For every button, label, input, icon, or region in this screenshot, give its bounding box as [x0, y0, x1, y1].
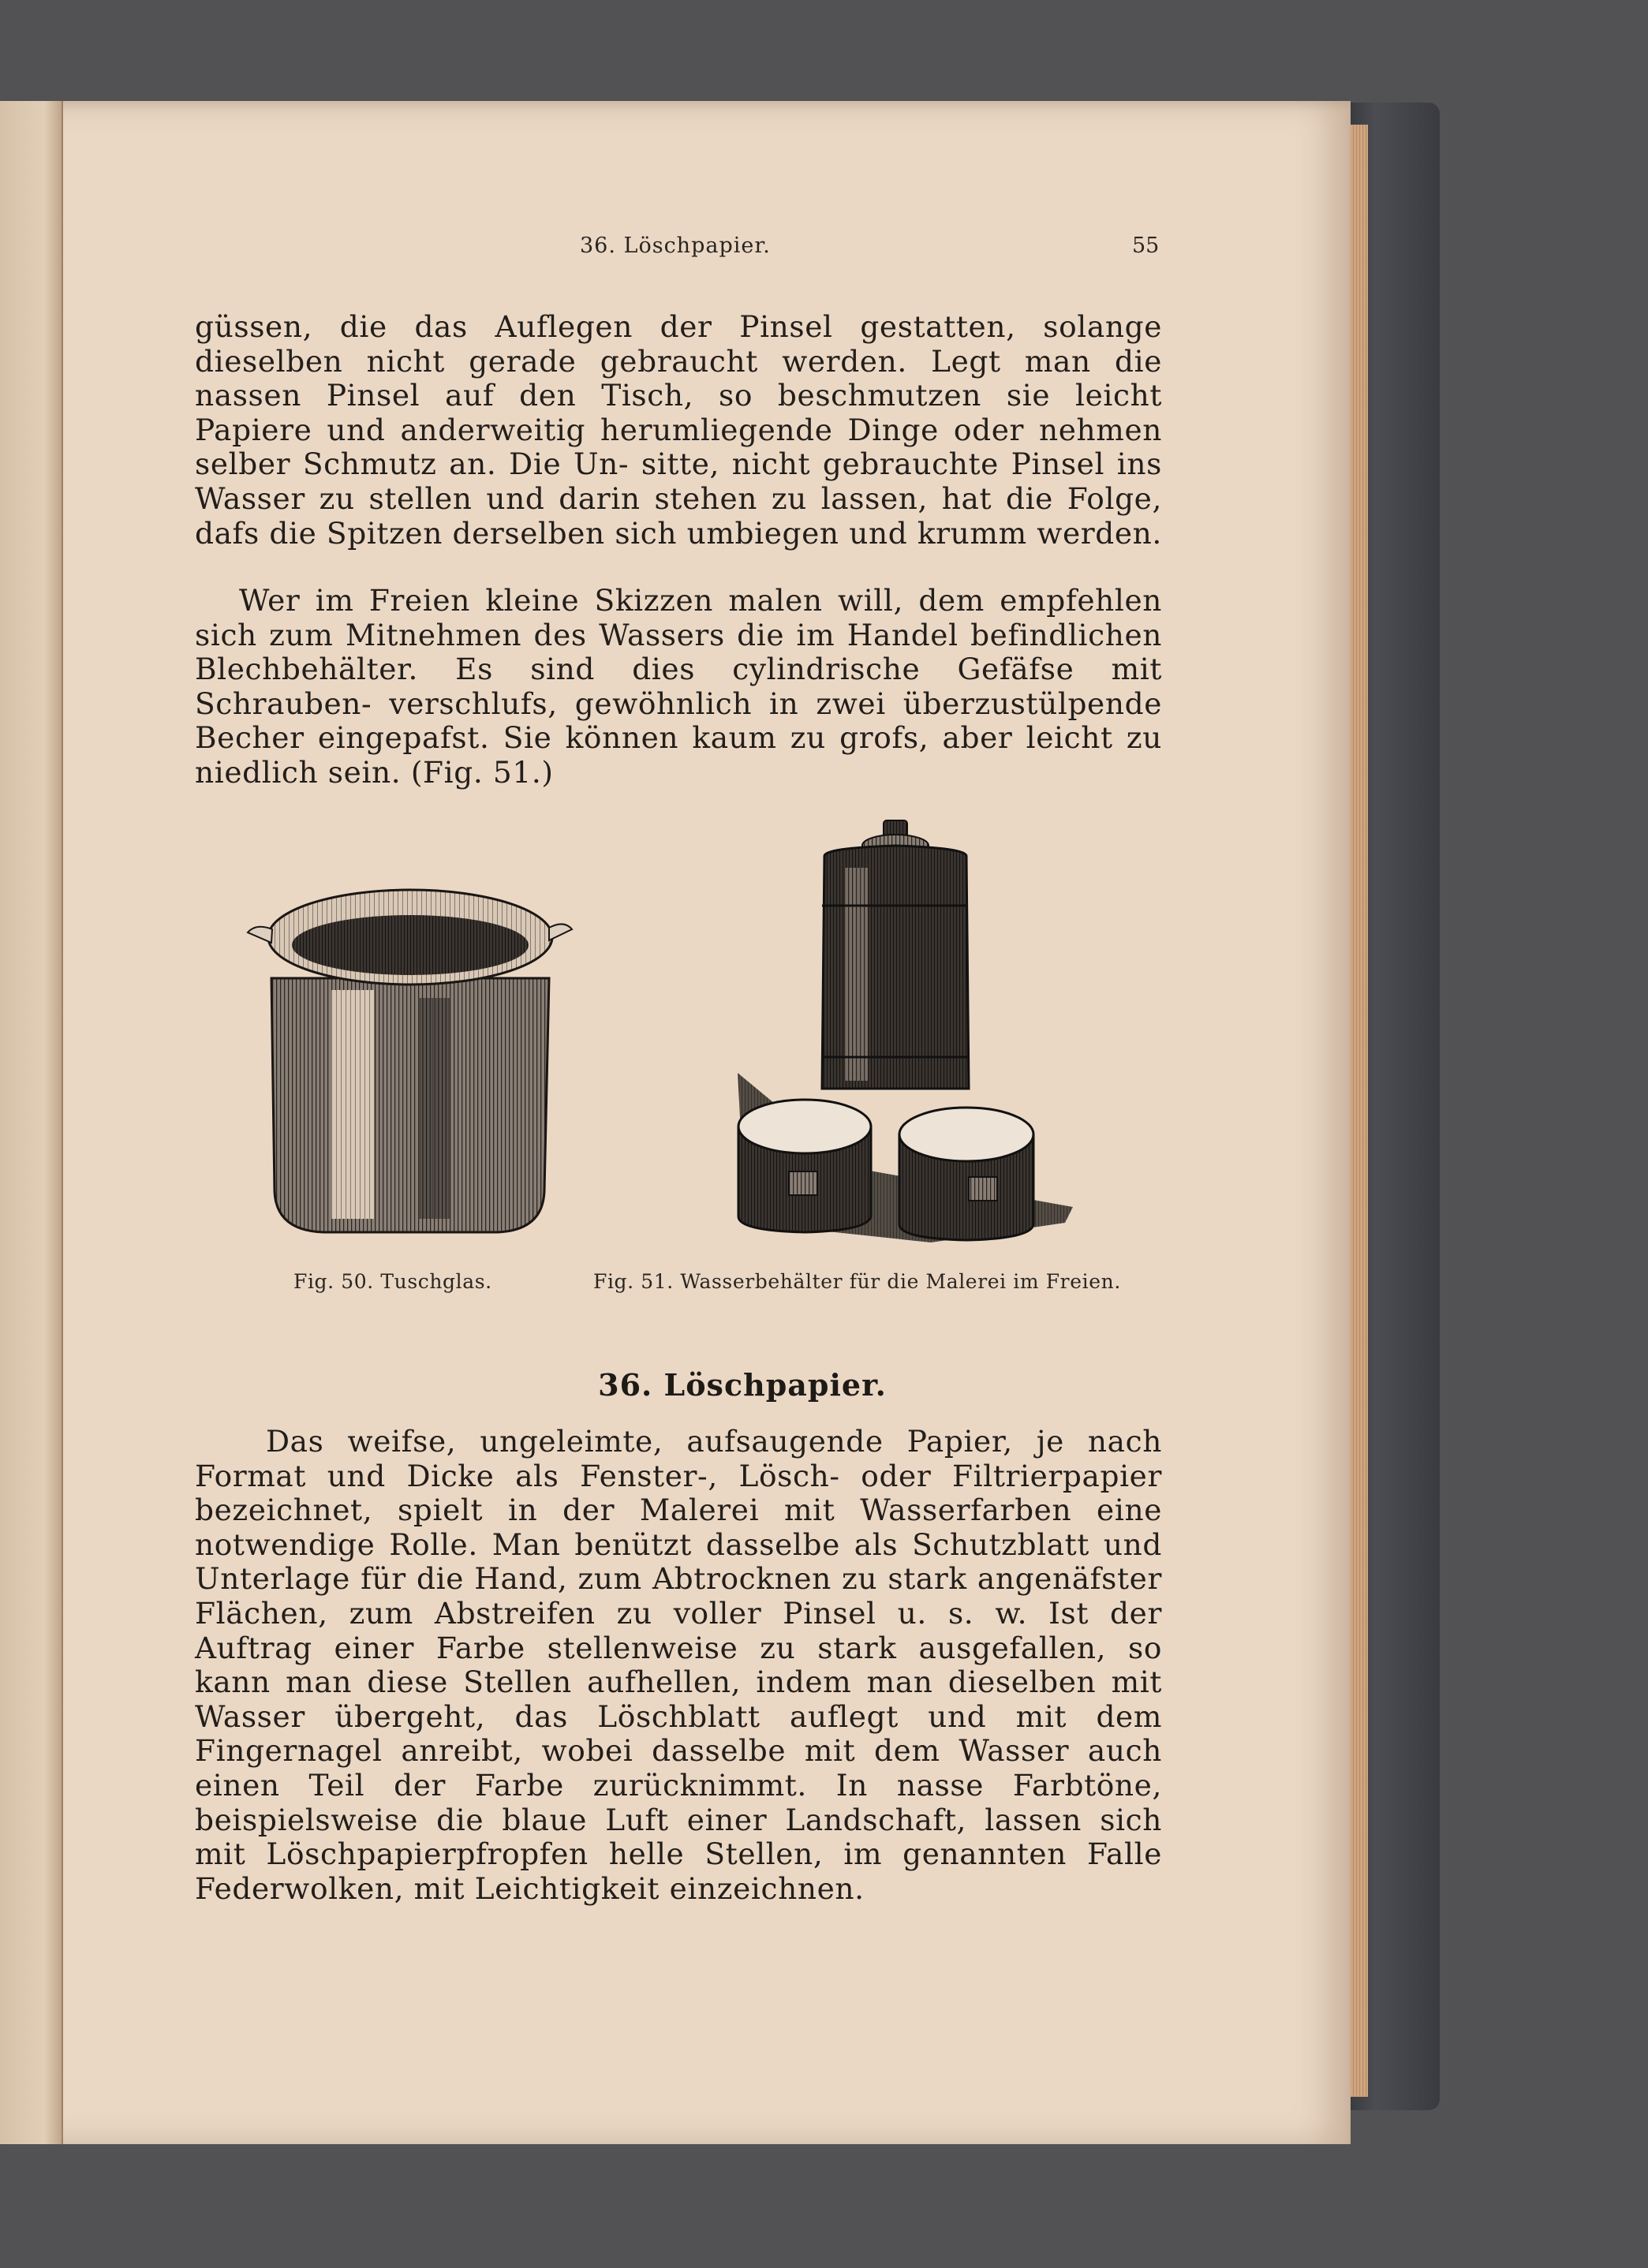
page-number: 55	[1132, 234, 1160, 258]
gutter	[62, 101, 63, 2144]
running-head-title: 36. Löschpapier.	[580, 234, 771, 258]
section-heading-text: 36. Löschpapier.	[598, 1367, 887, 1403]
paragraph: Wer im Freien kleine Skizzen malen will, dem empfehlen sich zum Mitnehmen des Wassers die im Handel befindlichen Blechbehälter. Es sind dies cylindrische Gefäfse mit Schrauben- verschlufs, gewöhnlich in zwei überzustülpende Becher eingepafst. Sie können kaum zu grofs, aber leicht zu niedlich sein. (Fig. 51.)	[195, 583, 1162, 790]
fig50-caption: Fig. 50. Tuschglas.	[293, 1270, 492, 1293]
running-head	[0, 234, 1351, 270]
facing-page-edge	[0, 101, 63, 2144]
section-heading	[0, 1367, 1351, 1403]
fig51-water-container-drawing	[738, 820, 1073, 1242]
fig51-caption: Fig. 51. Wasserbehälter für die Malerei im Freien.	[593, 1270, 1121, 1293]
paragraph: Das weifse, ungeleimte, aufsaugende Papier, je nach Format und Dicke als Fenster-, Lösch- oder Filtrierpapier bezeichnet, spielt in der Malerei mit Wasserfarben eine notwendige Rolle. Man benützt dasselbe als Schutzblatt und Unterlage für die Hand, zum Abtrocknen zu stark angenäfster Flächen, zum Abstreifen zu voller Pinsel u. s. w. Ist der Auftrag einer Farbe stellenweise zu stark ausgefallen, so kann man diese Stellen aufhellen, indem man dieselben mit Wasser übergeht, das Löschblatt auflegt und mit dem Fingernagel anreibt, wobei dasselbe mit dem Wasser auch einen Teil der Farbe zurücknimmt. In nasse Farbtöne, beispielsweise die blaue Luft einer Landschaft, lassen sich mit Löschpapierpfropfen helle Stellen, im genannten Falle Federwolken, mit Leichtigkeit einzeichnen.	[195, 1424, 1162, 1906]
fig50-beaker-drawing	[248, 890, 572, 1232]
figure-illustrations	[237, 813, 1199, 1254]
paragraph: güssen, die das Auflegen der Pinsel gestatten, solange dieselben nicht gerade gebraucht werden. Legt man die nassen Pinsel auf den Tisch, so beschmutzen sie leicht Papiere und anderweitig herumliegende Dinge oder nehmen selber Schmutz an. Die Un- sitte, nicht gebrauchte Pinsel ins Wasser zu stellen und darin stehen zu lassen, hat die Folge, dafs die Spitzen derselben sich umbiegen und krumm werden.	[195, 309, 1162, 551]
